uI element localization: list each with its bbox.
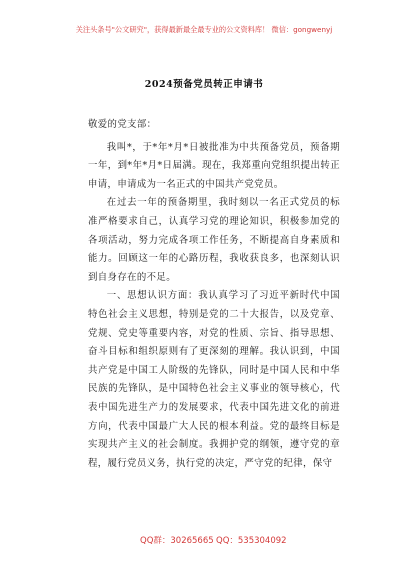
paragraph-review: 在过去一年的预备期里，我时刻以一名正式党员的标准严格要求自己，认真学习党的理论知识，积极参加党的各项活动，努力完成各项工作任务，不断提高自身素质和能力。回顾这一年的心路历程，我收获良多，也深刻认识到自身存在的不足。 [88, 197, 340, 283]
document-title: 2024预备党员转正申请书 [144, 79, 264, 90]
footer-qq-group: QQ群：30265665 [140, 536, 214, 546]
header-note: 关注头条号"公文研究"，获得最新最全最专业的公文资料库！ 微信：gongwenyj [75, 25, 333, 34]
paragraph-thought: 一、思想认识方面：我认真学习了习近平新时代中国特色社会主义思想，特别是党的二十大报告，以及党章、党规、党史等重要内容，对党的性质、宗旨、指导思想、奋斗目标和组织原则有了更深刻的理解。我认识到，中国共产党是中国工人阶级的先锋队，同时是中国人民和中华民族的先锋队，是中国特色社会主义事业的领导核心，代表中国先进生产力的发展要求，代表中国先进文化的前进方向，代表中国最广大人民的根本利益。党的最终目标是实现共产主义的社会制度。我拥护党的纲领，遵守党的章程，履行党员义务，执行党的决定，严守党的纪律，保守 [88, 290, 340, 469]
greeting: 敬爱的党支部： [88, 119, 157, 130]
footer-qq: QQ：535304092 [216, 536, 287, 546]
document-body [88, 116, 340, 473]
paragraph-intro: 我叫*，于*年*月*日被批准为中共预备党员，预备期一年，到*年*月*日届满。现在，我郑重向党组织提出转正申请，申请成为一名正式的中国共产党党员。 [88, 141, 340, 190]
